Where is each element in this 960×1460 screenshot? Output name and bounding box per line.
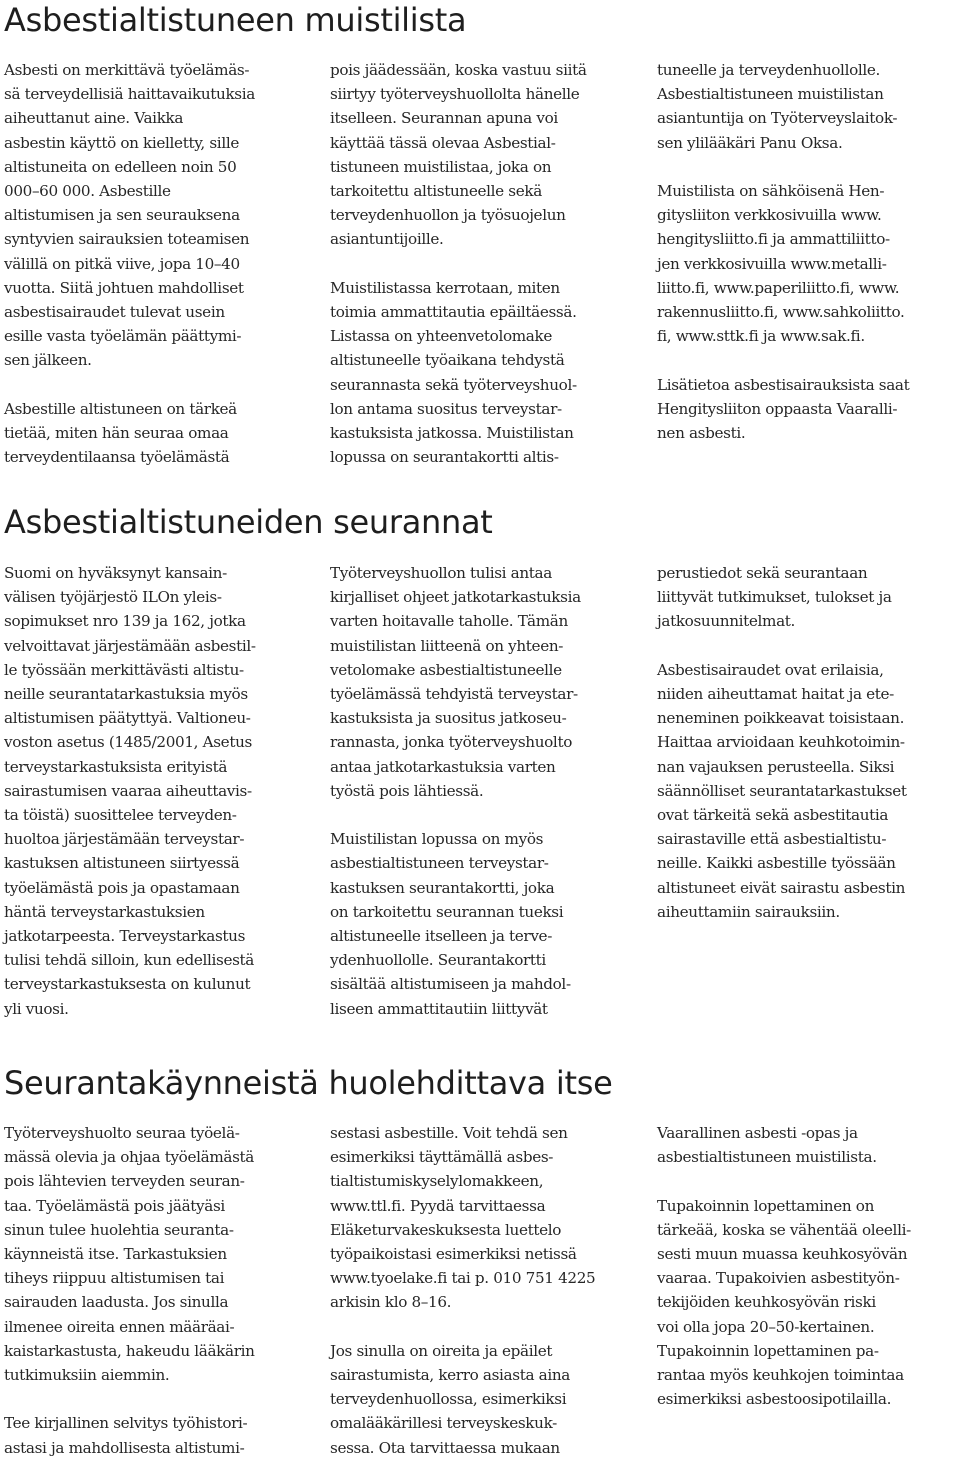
text-line: sesti muun muassa keuhkosyövän xyxy=(657,1245,908,1263)
text-line: Muistilistan lopussa on myös xyxy=(330,830,544,849)
paragraph xyxy=(657,179,957,348)
heading-seurannat: Asbestialtistuneiden seurannat xyxy=(4,503,493,541)
text-line: rantaa myös keuhkojen toimintaa xyxy=(657,1366,904,1385)
text-line: esille vasta työelämän päättymi- xyxy=(4,327,242,346)
text-line: voston asetus (1485/2001, Asetus xyxy=(4,733,252,752)
text-line: välillä on pitkä viive, jopa 10–40 xyxy=(4,254,240,273)
text-line: neneminen poikkeavat toisistaan. xyxy=(657,709,905,728)
text-line: käynneistä itse. Tarkastuksien xyxy=(4,1245,227,1264)
text-line: asiantuntija on Työterveyslaitok- xyxy=(657,109,898,128)
text-line: www.ttl.fi. Pyydä tarvittaessa xyxy=(330,1196,546,1215)
text-line: neille seurantatarkastuksia myös xyxy=(4,685,248,704)
text-line: Haittaa arvioidaan keuhkotoimin- xyxy=(657,733,905,752)
text-line: kastuksen altistuneen siirtyessä xyxy=(4,854,240,873)
text-line: Työterveyshuolto seuraa työelä- xyxy=(4,1124,240,1142)
text-line: Lisätietoa asbestisairauksista saat xyxy=(657,375,910,394)
text-line: tekijöiden keuhkosyövän riski xyxy=(657,1293,876,1312)
paragraph xyxy=(330,827,630,1021)
text-line: fi, www.sttk.fi ja www.sak.fi. xyxy=(657,327,865,346)
text-line: kastuksista ja suositus jatkoseu- xyxy=(330,709,567,728)
text-line: asbestin käyttö on kielletty, sille xyxy=(4,133,239,152)
text-line: vaaraa. Tupakoivien asbestityön- xyxy=(657,1269,900,1288)
text-line: yli vuosi. xyxy=(4,999,69,1018)
text-line: Asbestisairaudet ovat erilaisia, xyxy=(657,660,884,679)
paragraph xyxy=(4,58,304,373)
text-line: rakennusliitto.fi, www.sahkoliitto. xyxy=(657,303,905,322)
text-line: sopimukset nro 139 ja 162, jotka xyxy=(4,612,246,631)
text-line: tulisi tehdä silloin, kun edellisestä xyxy=(4,951,255,970)
text-line: kastuksen seurantakortti, joka xyxy=(330,878,555,897)
paragraph xyxy=(4,561,304,1021)
text-line: ta töistä) suosittelee terveyden- xyxy=(4,806,237,825)
text-line: antaa jatkotarkastuksia varten xyxy=(330,757,556,776)
text-line: käyttää tässä olevaa Asbestial- xyxy=(330,133,556,152)
text-line: tietää, miten hän seuraa omaa xyxy=(4,424,229,443)
text-line: kastuksista jatkossa. Muistilistan xyxy=(330,424,574,443)
text-line: sairastaville että asbestialtistu- xyxy=(657,830,887,849)
text-line: tutkimuksiin aiemmin. xyxy=(4,1366,170,1385)
paragraph xyxy=(330,1339,630,1460)
paragraph xyxy=(330,561,630,803)
text-line: altistumisen ja sen seurauksena xyxy=(4,206,240,225)
text-line: mässä olevia ja ohjaa työelämästä xyxy=(4,1148,254,1167)
text-line: Jos sinulla on oireita ja epäilet xyxy=(330,1341,553,1360)
text-line: ilmenee oireita ennen määräai- xyxy=(4,1317,235,1336)
paragraph xyxy=(4,397,304,470)
paragraph xyxy=(657,58,957,155)
text-line: tuneelle ja terveydenhuollolle. xyxy=(657,61,880,79)
text-line: lopussa on seurantakortti altis- xyxy=(330,448,559,467)
text-line: vuotta. Siitä johtuen mahdolliset xyxy=(4,278,244,297)
text-line: astasi ja mahdollisesta altistumi- xyxy=(4,1438,245,1457)
text-line: rannasta, jonka työterveyshuolto xyxy=(330,733,572,752)
text-line: arkisin klo 8–16. xyxy=(330,1293,452,1312)
seurantakaynnit-col-3 xyxy=(657,1121,957,1411)
text-line: työstä pois lähtiessä. xyxy=(330,781,484,800)
text-line: sairauden laadusta. Jos sinulla xyxy=(4,1293,229,1312)
text-line: sairastumisen vaaraa aiheuttavis- xyxy=(4,781,252,800)
text-line: Listassa on yhteenvetolomake xyxy=(330,327,553,346)
text-line: Asbestialtistuneen muistilistan xyxy=(657,85,884,104)
text-line: taa. Työelämästä pois jäätyäsi xyxy=(4,1196,225,1215)
text-line: jen verkkosivuilla www.metalli- xyxy=(657,254,887,273)
paragraph xyxy=(657,373,957,446)
text-line: jatkotarpeesta. Terveystarkastus xyxy=(4,927,246,946)
text-line: liseen ammattitautiin liittyvät xyxy=(330,999,548,1018)
text-line: kirjalliset ohjeet jatkotarkastuksia xyxy=(330,588,581,607)
text-line: säännölliset seurantatarkastukset xyxy=(657,781,907,800)
text-line: Suomi on hyväksynyt kansain- xyxy=(4,564,227,582)
text-line: nan vajauksen perusteella. Siksi xyxy=(657,757,895,776)
paragraph xyxy=(4,1411,304,1459)
paragraph xyxy=(4,1121,304,1387)
text-line: liittyvät tutkimukset, tulokset ja xyxy=(657,588,892,607)
text-line: terveydentilaansa työelämästä xyxy=(4,448,230,467)
text-line: välisen työjärjestö ILOn yleis- xyxy=(4,588,222,607)
text-line: Asbesti on merkittävä työelämäs- xyxy=(4,61,250,79)
text-line: hengitysliitto.fi ja ammattiliitto- xyxy=(657,230,890,249)
text-line: esimerkiksi täyttämällä asbes- xyxy=(330,1148,554,1167)
text-line: sisältää altistumiseen ja mahdol- xyxy=(330,975,571,994)
text-line: terveydenhuollossa, esimerkiksi xyxy=(330,1390,567,1409)
text-line: Hengitysliiton oppaasta Vaaralli- xyxy=(657,399,898,418)
paragraph xyxy=(330,276,630,470)
text-line: Eläketurvakeskuksesta luettelo xyxy=(330,1220,562,1239)
text-line: Vaarallinen asbesti -opas ja xyxy=(657,1124,858,1142)
text-line: häntä terveystarkastuksien xyxy=(4,902,205,921)
text-line: Tupakoinnin lopettaminen on xyxy=(657,1196,875,1215)
text-line: 000–60 000. Asbestille xyxy=(4,182,171,201)
text-line: asbestisairaudet tulevat usein xyxy=(4,303,225,322)
heading-seurantakaynnit: Seurantakäynneistä huolehdittava itse xyxy=(4,1064,613,1102)
text-line: vetolomake asbestialtistuneelle xyxy=(330,660,562,679)
text-line: siirtyy työterveyshuollolta hänelle xyxy=(330,85,580,104)
text-line: altistuneet eivät sairastu asbestin xyxy=(657,878,906,897)
text-line: huoltoa järjestämään terveystar- xyxy=(4,830,245,849)
text-line: seurannasta sekä työterveyshuol- xyxy=(330,375,577,394)
text-line: terveystarkastuksista erityistä xyxy=(4,757,228,776)
text-line: pois lähtevien terveyden seuran- xyxy=(4,1172,245,1191)
text-line: työpaikoistasi esimerkiksi netissä xyxy=(330,1245,577,1264)
text-line: sessa. Ota tarvittaessa mukaan xyxy=(330,1438,560,1457)
text-line: kaistarkastusta, hakeudu lääkärin xyxy=(4,1341,255,1360)
text-line: Asbestille altistuneen on tärkeä xyxy=(4,399,237,418)
text-line: työelämästä pois ja opastamaan xyxy=(4,878,240,897)
muistilista-col-1 xyxy=(4,58,304,469)
text-line: tialtistumiskyselylomakkeen, xyxy=(330,1172,544,1191)
text-line: tarkoitettu altistuneelle sekä xyxy=(330,182,542,201)
text-line: terveystarkastuksesta on kulunut xyxy=(4,975,251,994)
text-line: Muistilista on sähköisenä Hen- xyxy=(657,182,885,200)
text-line: sen ylilääkäri Panu Oksa. xyxy=(657,133,843,152)
text-line: altistumisen päätyttyä. Valtioneu- xyxy=(4,709,251,728)
text-line: nen asbesti. xyxy=(657,424,746,443)
text-line: asbestialtistuneen muistilista. xyxy=(657,1148,877,1167)
text-line: ovat tärkeitä sekä asbestitautia xyxy=(657,806,889,825)
text-line: pois jäädessään, koska vastuu siitä xyxy=(330,61,587,79)
text-line: itselleen. Seurannan apuna voi xyxy=(330,109,558,128)
text-line: Muistilistassa kerrotaan, miten xyxy=(330,278,560,297)
paragraph xyxy=(657,1121,957,1169)
text-line: tärkeää, koska se vähentää oleelli- xyxy=(657,1220,911,1239)
seurannat-col-2 xyxy=(330,561,630,1021)
text-line: voi olla jopa 20–50-kertainen. xyxy=(657,1317,875,1336)
text-line: sen jälkeen. xyxy=(4,351,92,370)
text-line: sestasi asbestille. Voit tehdä sen xyxy=(330,1124,568,1142)
text-line: www.tyoelake.fi tai p. 010 751 4225 xyxy=(330,1269,596,1288)
text-line: aiheuttamiin sairauksiin. xyxy=(657,902,840,921)
text-line: liitto.fi, www.paperiliitto.fi, www. xyxy=(657,278,900,297)
text-line: toimia ammattitautia epäiltäessä. xyxy=(330,303,577,322)
text-line: tistuneen muistilistaa, joka on xyxy=(330,157,552,176)
seurannat-col-1 xyxy=(4,561,304,1021)
text-line: altistuneelle työaikana tehdystä xyxy=(330,351,565,370)
muistilista-col-2 xyxy=(330,58,630,469)
text-line: Tupakoinnin lopettaminen pa- xyxy=(657,1341,879,1360)
text-line: niiden aiheuttamat haitat ja ete- xyxy=(657,685,894,703)
heading-muistilista: Asbestialtistuneen muistilista xyxy=(4,1,467,39)
text-line: varten hoitavalle taholle. Tämän xyxy=(330,612,568,631)
text-line: tiheys riippuu altistumisen tai xyxy=(4,1269,225,1288)
paragraph xyxy=(657,658,957,924)
text-line: ydenhuollolle. Seurantakortti xyxy=(330,951,546,970)
text-line: esimerkiksi asbestoosipotilailla. xyxy=(657,1390,892,1409)
paragraph xyxy=(330,1121,630,1315)
text-line: sairastumista, kerro asiasta aina xyxy=(330,1366,570,1385)
text-line: altistuneita on edelleen noin 50 xyxy=(4,157,237,176)
text-line: asiantuntijoille. xyxy=(330,230,444,249)
text-line: omalääkärillesi terveyskeskuk- xyxy=(330,1414,557,1433)
paragraph xyxy=(330,58,630,252)
text-line: Työterveyshuollon tulisi antaa xyxy=(330,564,552,582)
text-line: le työssään merkittävästi altistu- xyxy=(4,660,244,679)
seurantakaynnit-col-2 xyxy=(330,1121,630,1460)
text-line: gitysliiton verkkosivuilla www. xyxy=(657,206,882,225)
text-line: sinun tulee huolehtia seuranta- xyxy=(4,1220,234,1239)
text-line: perustiedot sekä seurantaan xyxy=(657,564,868,582)
text-line: neille. Kaikki asbestille työssään xyxy=(657,854,896,873)
seurantakaynnit-col-1 xyxy=(4,1121,304,1460)
text-line: asbestialtistuneen terveystar- xyxy=(330,854,549,873)
seurannat-col-3 xyxy=(657,561,957,924)
text-line: on tarkoitettu seurannan tueksi xyxy=(330,902,564,921)
text-line: aiheuttanut aine. Vaikka xyxy=(4,109,184,128)
text-line: sä terveydellisiä haittavaikutuksia xyxy=(4,85,255,104)
text-line: Tee kirjallinen selvitys työhistori- xyxy=(4,1414,248,1433)
paragraph xyxy=(657,561,957,634)
text-line: työelämässä tehdyistä terveystar- xyxy=(330,685,578,704)
text-line: jatkosuunnitelmat. xyxy=(657,612,796,631)
text-line: syntyvien sairauksien toteamisen xyxy=(4,230,250,249)
text-line: altistuneelle itselleen ja terve- xyxy=(330,927,552,946)
text-line: lon antama suositus terveystar- xyxy=(330,399,562,418)
text-line: terveydenhuollon ja työsuojelun xyxy=(330,206,566,225)
text-line: velvoittavat järjestämään asbestil- xyxy=(4,636,256,655)
text-line: muistilistan liitteenä on yhteen- xyxy=(330,636,564,655)
paragraph xyxy=(657,1194,957,1412)
muistilista-col-3 xyxy=(657,58,957,445)
